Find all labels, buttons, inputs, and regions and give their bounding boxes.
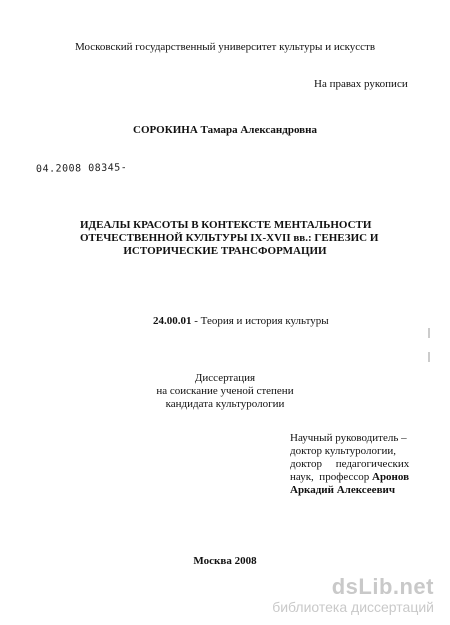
university-name: Московский государственный университет культуры и искусств: [74, 41, 376, 53]
advisor-line: [290, 471, 409, 484]
specialty: [153, 315, 329, 328]
dissertation-block: [0, 372, 450, 411]
dissertation-line: Диссертация: [194, 372, 256, 384]
scan-mark: [428, 352, 430, 362]
specialty-separator: -: [194, 315, 198, 327]
scan-mark: [428, 328, 430, 338]
advisor-line: Научный руководитель –: [290, 432, 407, 444]
archive-stamp: 04.2008 08345-: [35, 162, 128, 175]
watermark-logo: dsLib.net: [331, 574, 434, 599]
city-year: Москва 2008: [193, 555, 257, 567]
specialty-code: 24.00.01: [153, 315, 192, 327]
watermark-subtitle: библиотека диссертаций: [272, 599, 434, 615]
thesis-title: [80, 219, 379, 258]
title-line: ИСТОРИЧЕСКИЕ ТРАНСФОРМАЦИИ: [123, 245, 327, 257]
advisor-line: доктор культурологии,: [290, 445, 397, 457]
advisor-title: наук, профессор: [290, 471, 372, 483]
title-line: ОТЕЧЕСТВЕННОЙ КУЛЬТУРЫ IX-XVII вв.: ГЕНЕЗИС И: [80, 232, 379, 244]
watermark: [272, 575, 434, 615]
advisor-given-name: Аркадий Алексеевич: [290, 484, 396, 496]
dissertation-line: на соискание ученой степени: [156, 385, 294, 397]
advisor-line: доктор педагогических: [290, 458, 410, 470]
title-line: ИДЕАЛЫ КРАСОТЫ В КОНТЕКСТЕ МЕНТАЛЬНОСТИ: [80, 219, 372, 231]
specialty-name: Теория и история культуры: [200, 315, 329, 327]
advisor-surname: Аронов: [372, 471, 410, 483]
advisor-block: [290, 432, 409, 497]
rights-note: На правах рукописи: [314, 78, 408, 90]
author-name: СОРОКИНА Тамара Александровна: [133, 124, 317, 136]
dissertation-line: кандидата культурологии: [165, 398, 285, 410]
